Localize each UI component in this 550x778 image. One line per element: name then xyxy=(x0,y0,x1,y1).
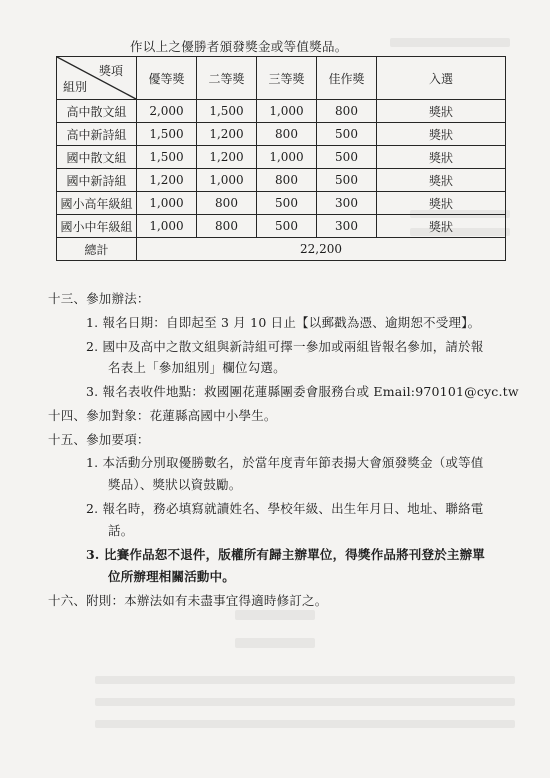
table-cell: 500 xyxy=(257,215,317,238)
table-cell: 1,000 xyxy=(197,169,257,192)
table-cell: 1,200 xyxy=(197,146,257,169)
table-cell: 1,000 xyxy=(257,146,317,169)
bleed-through-mark xyxy=(390,38,510,47)
corner-label-group: 組別 xyxy=(63,80,88,94)
table-cell: 800 xyxy=(197,192,257,215)
section-15-item-1-cont: 獎品）、獎狀以資鼓勵。 xyxy=(108,477,242,492)
table-cell: 800 xyxy=(257,169,317,192)
table-row xyxy=(57,100,506,123)
column-header: 優等獎 xyxy=(137,57,197,100)
table-cell: 1,500 xyxy=(137,123,197,146)
table-cell: 獎狀 xyxy=(377,146,506,169)
table-cell: 500 xyxy=(317,169,377,192)
table-cell: 1,200 xyxy=(137,169,197,192)
table-cell: 1,500 xyxy=(197,100,257,123)
table-cell: 800 xyxy=(317,100,377,123)
bleed-through-mark xyxy=(95,676,515,684)
column-header: 佳作獎 xyxy=(317,57,377,100)
table-header-row xyxy=(57,57,506,100)
table-cell: 800 xyxy=(257,123,317,146)
row-label: 國中散文組 xyxy=(57,146,137,169)
table-row xyxy=(57,146,506,169)
table-row xyxy=(57,169,506,192)
table-cell: 1,000 xyxy=(137,192,197,215)
column-header: 入選 xyxy=(377,57,506,100)
table-cell: 1,000 xyxy=(137,215,197,238)
table-cell: 2,000 xyxy=(137,100,197,123)
table-cell: 1,500 xyxy=(137,146,197,169)
table-cell: 獎狀 xyxy=(377,192,506,215)
section-13-item-2-cont: 名表上「參加組別」欄位勾選。 xyxy=(108,360,286,375)
bleed-through-mark xyxy=(95,720,515,728)
total-label: 總計 xyxy=(57,238,137,261)
row-label: 高中散文組 xyxy=(57,100,137,123)
section-15-item-1: 1. 本活動分別取優勝數名，於當年度青年節表揚大會頒發獎金（或等值 xyxy=(86,455,484,470)
bleed-through-mark xyxy=(235,610,315,620)
table-cell: 800 xyxy=(197,215,257,238)
section-13-item-2: 2. 國中及高中之散文組與新詩組可擇一參加或兩組皆報名參加，請於報 xyxy=(86,339,484,354)
table-cell: 500 xyxy=(317,123,377,146)
table-cell: 500 xyxy=(257,192,317,215)
intro-text: 作以上之優勝者頒發獎金或等值獎品。 xyxy=(130,39,348,54)
section-15-item-3-cont: 位所辦理相關活動中。 xyxy=(108,569,236,584)
row-label: 國中新詩組 xyxy=(57,169,137,192)
table-cell: 獎狀 xyxy=(377,169,506,192)
column-header: 三等獎 xyxy=(257,57,317,100)
table-corner-cell xyxy=(57,57,137,100)
table-cell: 獎狀 xyxy=(377,123,506,146)
table-cell: 獎狀 xyxy=(377,215,506,238)
section-15-title: 十五、參加要項： xyxy=(48,432,150,447)
table-cell: 500 xyxy=(317,146,377,169)
corner-label-award: 獎項 xyxy=(98,64,123,78)
table-cell: 300 xyxy=(317,215,377,238)
award-table xyxy=(56,56,506,261)
table-cell: 獎狀 xyxy=(377,100,506,123)
bleed-through-mark xyxy=(95,698,515,706)
table-total-row xyxy=(57,238,506,261)
column-header: 二等獎 xyxy=(197,57,257,100)
table-cell: 300 xyxy=(317,192,377,215)
table-row xyxy=(57,123,506,146)
row-label: 國小中年級組 xyxy=(57,215,137,238)
section-13-item-1: 1. 報名日期：自即起至 3 月 10 日止【以郵戳為憑、逾期恕不受理】。 xyxy=(86,315,481,330)
section-16-title: 十六、附則：本辦法如有未盡事宜得適時修訂之。 xyxy=(48,593,328,608)
section-15-item-2-cont: 話。 xyxy=(108,523,134,538)
row-label: 高中新詩組 xyxy=(57,123,137,146)
section-13-item-3: 3. 報名表收件地點：救國團花蓮縣團委會服務台或 Email:970101@cyc.tw xyxy=(86,384,519,399)
section-15-item-3: 3. 比賽作品恕不退件，版權所有歸主辦單位，得獎作品將刊登於主辦單 xyxy=(86,547,486,562)
table-cell: 1,000 xyxy=(257,100,317,123)
table-row xyxy=(57,215,506,238)
bleed-through-mark xyxy=(235,638,315,648)
section-13-title: 十三、參加辦法： xyxy=(48,291,150,306)
total-value: 22,200 xyxy=(137,238,506,261)
section-14-title: 十四、參加對象：花蓮縣高國中小學生。 xyxy=(48,408,277,423)
table-cell: 1,200 xyxy=(197,123,257,146)
table-row xyxy=(57,192,506,215)
row-label: 國小高年級組 xyxy=(57,192,137,215)
section-15-item-2: 2. 報名時，務必填寫就讀姓名、學校年級、出生年月日、地址、聯絡電 xyxy=(86,501,484,516)
